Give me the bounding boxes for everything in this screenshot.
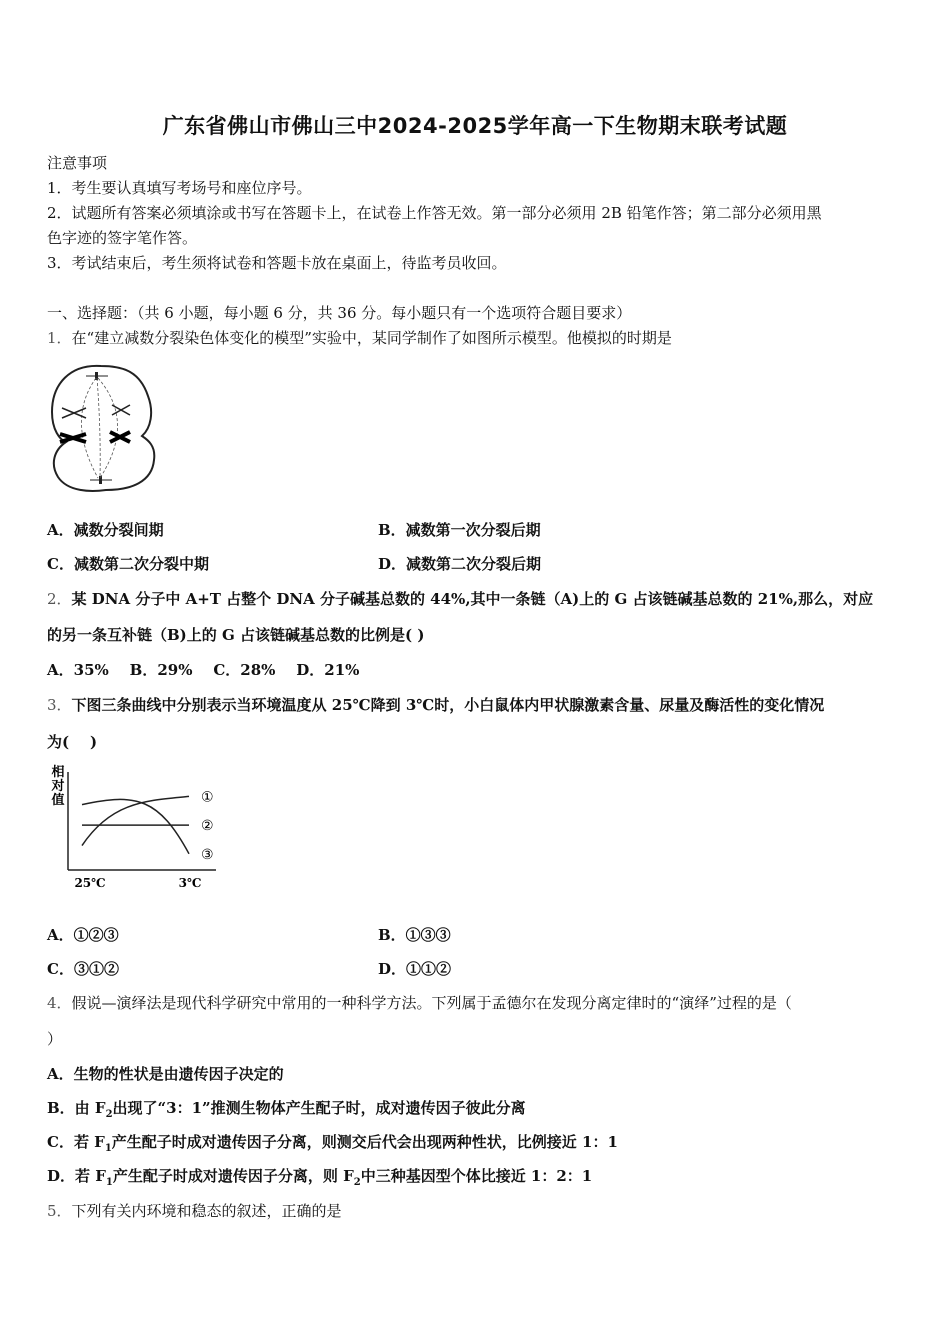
series-line-1 <box>82 796 189 845</box>
cell-division-figure <box>46 360 161 495</box>
section-heading: 一、选择题：（共 6 小题，每小题 6 分，共 36 分。每小题只有一个选项符合题目要求） <box>47 304 632 322</box>
notice-item-2-cont: 色字迹的签字笔作答。 <box>47 229 198 247</box>
notice-item-2: 2．试题所有答案必须填涂或书写在答题卡上，在试卷上作答无效。第一部分必须用 2B 铅笔作答；第二部分必须用黑 <box>47 204 822 222</box>
q3-option-b[interactable]: B．①③③ <box>378 926 451 944</box>
q3-option-c[interactable]: C．③①② <box>47 960 119 978</box>
question-text: 某 DNA 分子中 A+T 占整个 DNA 分子碱基总数的 44%,其中一条链（A)上的 G 占该链碱基总数的 21%,那么，对应 <box>71 590 874 608</box>
x-tick-label-25: 25℃ <box>74 876 106 890</box>
question-3 <box>47 694 824 716</box>
spindle-fiber <box>81 378 98 478</box>
q3-option-d[interactable]: D．①①② <box>378 960 452 978</box>
question-4-cont: ） <box>47 1030 63 1048</box>
notice-item-1: 1．考生要认真填写考场号和座位序号。 <box>47 179 312 197</box>
chromosome-pair-dark <box>60 432 130 442</box>
question-text: 在“建立减数分裂染色体变化的模型”实验中，某同学制作了如图所示模型。他模拟的时期是 <box>71 329 672 347</box>
series-label-3: ③ <box>201 846 214 863</box>
chromosome-pair-light <box>62 405 130 418</box>
option-text: 产生配子时成对遗传因子分离，则测交后代会出现两种性状，比例接近 1：1 <box>111 1133 618 1151</box>
q4-option-c[interactable] <box>47 1131 618 1160</box>
series-label-1: ① <box>201 789 214 806</box>
y-label-char-2: 对 <box>51 779 65 794</box>
question-number: 5． <box>47 1202 72 1220</box>
question-number: 4． <box>47 994 72 1012</box>
subscript: 2 <box>353 1177 361 1188</box>
question-text: 下图三条曲线中分别表示当环境温度从 25℃降到 3℃时，小白鼠体内甲状腺激素含量、尿量及酶活性的变化情况 <box>71 696 825 714</box>
y-axis-label <box>50 764 64 808</box>
question-text: 下列有关内环境和稳态的叙述，正确的是 <box>71 1202 342 1220</box>
subscript: 1 <box>105 1177 113 1188</box>
series-label-2: ② <box>201 818 214 835</box>
question-text: 假说—演绎法是现代科学研究中常用的一种科学方法。下列属于孟德尔在发现分离定律时的“演绎”过程的是（ <box>71 994 792 1012</box>
page-title: 广东省佛山市佛山三中2024-2025学年高一下生物期末联考试题 <box>162 114 788 138</box>
option-text: 出现了“3：1”推测生物体产生配子时，成对遗传因子彼此分离 <box>112 1099 526 1117</box>
line-chart <box>44 762 224 894</box>
q1-option-b[interactable]: B．减数第一次分裂后期 <box>378 521 541 539</box>
x-tick-label-3: 3℃ <box>178 876 202 890</box>
q1-option-a[interactable]: A．减数分裂间期 <box>47 521 164 539</box>
y-label-char-1: 相 <box>51 765 65 780</box>
q4-option-a[interactable]: A．生物的性状是由遗传因子决定的 <box>47 1065 284 1083</box>
question-2 <box>47 588 873 610</box>
question-number: 3． <box>47 696 72 714</box>
option-text: C．若 F <box>47 1133 105 1151</box>
question-number: 2． <box>47 590 72 608</box>
q1-option-c[interactable]: C．减数第二次分裂中期 <box>47 555 209 573</box>
question-2-cont: 的另一条互补链（B)上的 G 占该链碱基总数的比例是( ) <box>47 626 425 644</box>
option-text: 中三种基因型个体比接近 1：2：1 <box>360 1167 593 1185</box>
q2-options[interactable]: A．35% B．29% C．28% D．21% <box>47 661 360 679</box>
notice-heading: 注意事项 <box>47 154 108 172</box>
option-text: 产生配子时成对遗传因子分离，则 F <box>112 1167 354 1185</box>
subscript: 2 <box>105 1109 113 1120</box>
q1-option-d[interactable]: D．减数第二次分裂后期 <box>378 555 542 573</box>
question-4 <box>47 992 792 1014</box>
question-3-cont: 为( ) <box>47 733 98 751</box>
q4-option-b[interactable] <box>47 1097 526 1126</box>
spindle-fiber <box>97 378 100 478</box>
option-text: D．若 F <box>47 1167 106 1185</box>
notice-item-3: 3．考试结束后，考生须将试卷和答题卡放在桌面上，待监考员收回。 <box>47 254 507 272</box>
spindle-fiber <box>98 378 118 478</box>
q3-option-a[interactable]: A．①②③ <box>47 926 119 944</box>
question-number: 1． <box>47 329 72 347</box>
y-label-char-3: 值 <box>51 793 65 808</box>
question-5 <box>47 1200 342 1222</box>
q4-option-d[interactable] <box>47 1165 592 1194</box>
option-text: B．由 F <box>47 1099 106 1117</box>
subscript: 1 <box>104 1143 112 1154</box>
question-1 <box>47 327 672 349</box>
